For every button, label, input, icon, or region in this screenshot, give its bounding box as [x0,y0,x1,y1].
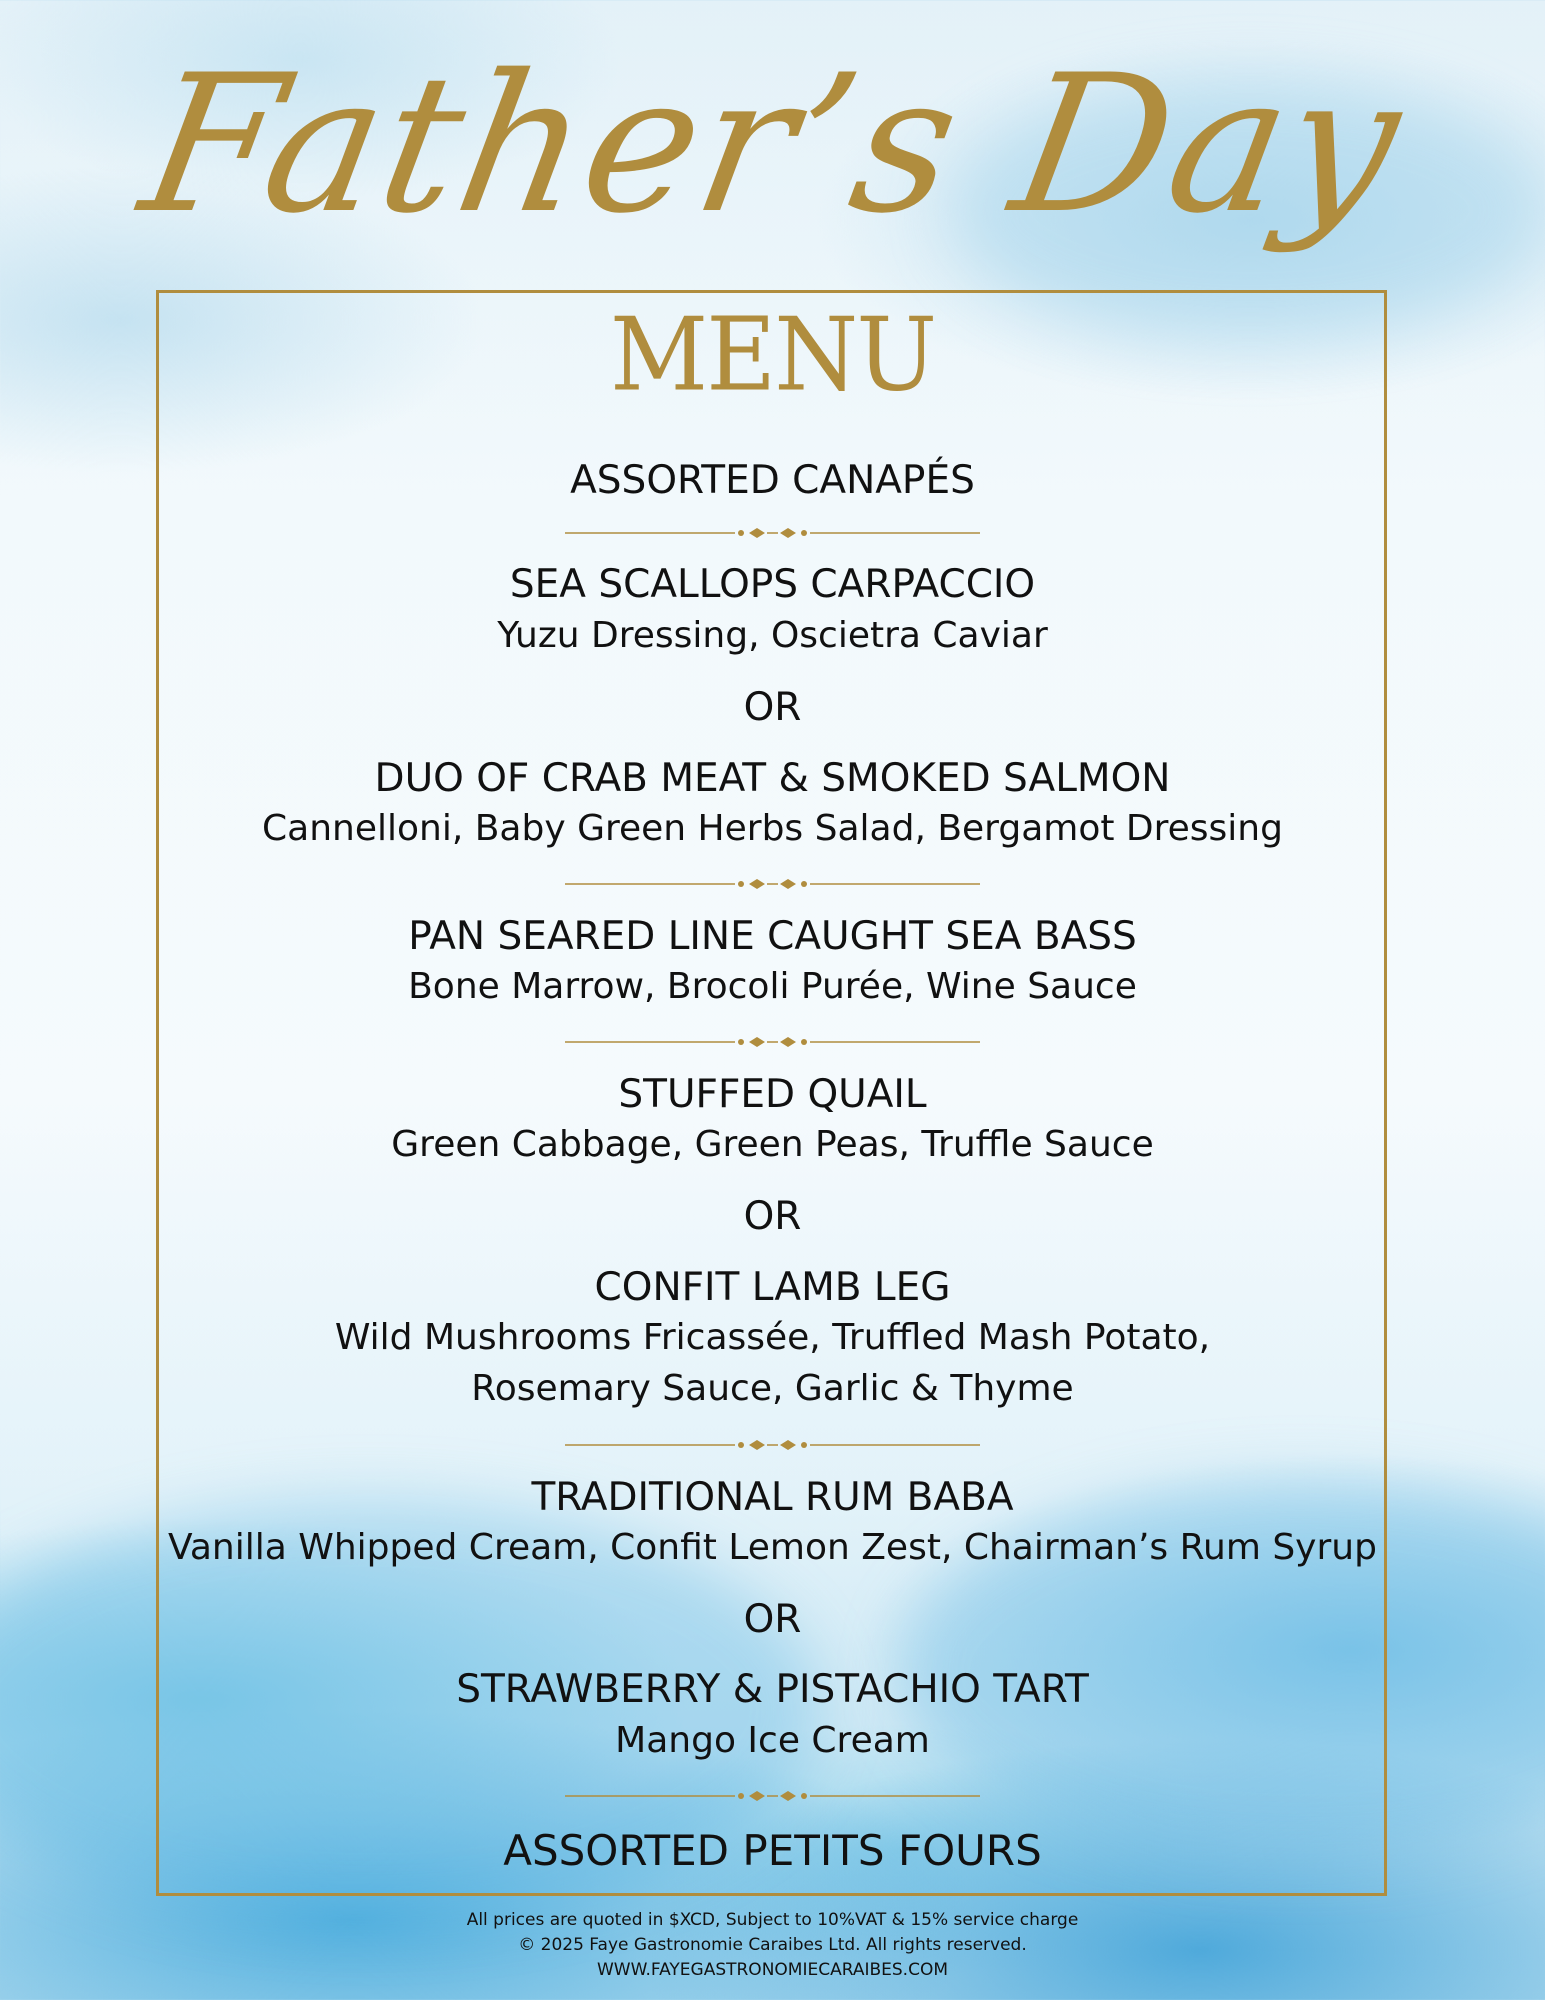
starter-2-description: Cannelloni, Baby Green Herbs Salad, Bergamot Dressing [262,808,1283,849]
footer-prices-note: All prices are quoted in $XCD, Subject to 10%VAT & 15% service charge [466,1910,1079,1930]
fish-course-description: Bone Marrow, Brocoli Purée, Wine Sauce [408,966,1137,1007]
fish-course-name: PAN SEARED LINE CAUGHT SEA BASS [408,914,1137,959]
starter-1-name: SEA SCALLOPS CARPACCIO [509,562,1036,607]
dessert-1-name: TRADITIONAL RUM BABA [531,1475,1014,1520]
fathers-day-script-title: Father’s Day [128,34,1417,255]
starter-1-description: Yuzu Dressing, Oscietra Caviar [497,615,1048,656]
main-2-description-line-2: Rosemary Sauce, Garlic & Thyme [471,1368,1074,1409]
or-separator: OR [743,1597,802,1642]
dessert-2-description: Mango Ice Cream [615,1720,930,1761]
main-1-description: Green Cabbage, Green Peas, Truffle Sauce [391,1124,1154,1165]
or-separator: OR [743,1194,802,1239]
canapes-course: ASSORTED CANAPÉS [570,458,975,503]
footer-copyright: © 2025 Faye Gastronomie Caraibes Ltd. All rights reserved. [518,1935,1027,1955]
ornament-divider [565,874,980,894]
menu-heading: MENU [609,296,936,414]
ornament-divider [565,1786,980,1806]
dessert-2-name: STRAWBERRY & PISTACHIO TART [456,1667,1089,1712]
starter-2-name: DUO OF CRAB MEAT & SMOKED SALMON [374,756,1171,801]
petits-fours-course: ASSORTED PETITS FOURS [503,1826,1042,1875]
footer-website-link[interactable]: WWW.FAYEGASTRONOMIECARAIBES.COM [596,1960,948,1980]
ornament-divider [565,1032,980,1052]
main-2-name: CONFIT LAMB LEG [594,1265,951,1310]
main-2-description-line-1: Wild Mushrooms Fricassée, Truffled Mash Potato, [334,1317,1211,1358]
or-separator: OR [743,685,802,730]
main-1-name: STUFFED QUAIL [618,1072,927,1117]
dessert-1-description: Vanilla Whipped Cream, Confit Lemon Zest, Chairman’s Rum Syrup [168,1527,1377,1568]
ornament-divider [565,1435,980,1455]
ornament-divider [565,523,980,543]
